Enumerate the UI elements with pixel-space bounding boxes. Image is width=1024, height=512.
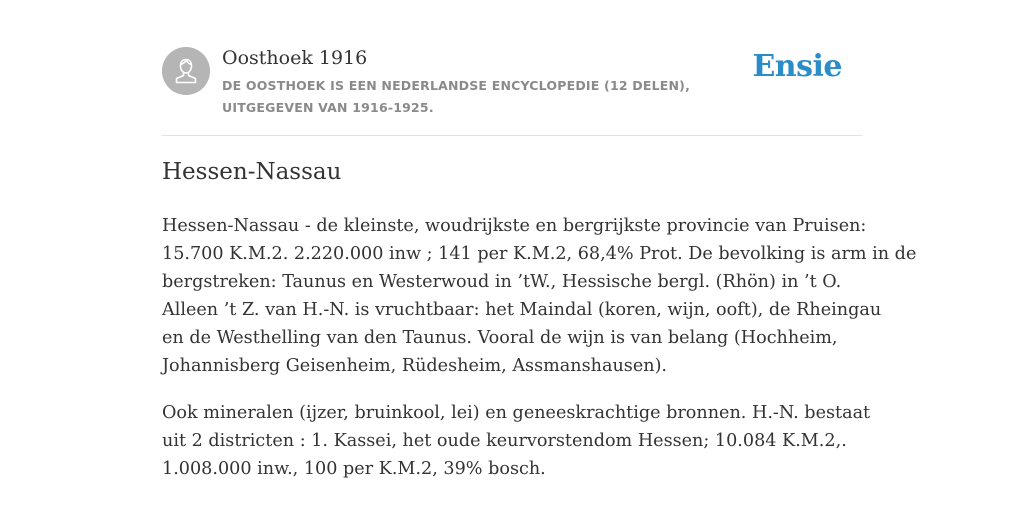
paragraph-line: Hessen-Nassau - de kleinste, woudrijkste en bergrijkste provincie van Pruisen:	[162, 216, 867, 236]
article-body	[162, 212, 917, 502]
article-title: Hessen-Nassau	[162, 159, 342, 185]
user-icon-graphic	[162, 47, 210, 95]
user-icon[interactable]	[162, 47, 210, 95]
paragraph-line: Alleen ’t Z. van H.-N. is vruchtbaar: het Maindal (koren, wijn, ooft), de Rheingau	[162, 300, 882, 320]
source-description: DE OOSTHOEK IS EEN NEDERLANDSE ENCYCLOPEDIE (12 DELEN), UITGEGEVEN VAN 1916-1925.	[222, 78, 691, 115]
paragraph-line: en de Westhelling van den Taunus. Vooral de wijn is van belang (Hochheim,	[162, 328, 838, 348]
article-paragraph	[162, 212, 917, 380]
ensie-logo-link[interactable]: Ensie	[752, 49, 842, 84]
paragraph-line: bergstreken: Taunus en Westerwoud in ’tW., Hessische bergl. (Rhön) in ’t O.	[162, 272, 842, 292]
article-paragraph	[162, 399, 871, 483]
paragraph-line: Ook mineralen (ijzer, bruinkool, lei) en geneeskrachtige bronnen. H.-N. bestaat	[162, 403, 871, 423]
source-title[interactable]: Oosthoek 1916	[222, 47, 368, 69]
paragraph-line: 15.700 K.M.2. 2.220.000 inw ; 141 per K.M.2, 68,4% Prot. De bevolking is arm in de	[162, 244, 917, 264]
paragraph-line: Johannisberg Geisenheim, Rüdesheim, Assmanshausen).	[162, 356, 668, 376]
paragraph-line: 1.008.000 inw., 100 per K.M.2, 39% bosch.	[162, 459, 546, 479]
header-divider	[162, 135, 862, 136]
paragraph-line: uit 2 districten : 1. Kassei, het oude keurvorstendom Hessen; 10.084 K.M.2,.	[162, 431, 847, 451]
source-header	[162, 45, 862, 135]
